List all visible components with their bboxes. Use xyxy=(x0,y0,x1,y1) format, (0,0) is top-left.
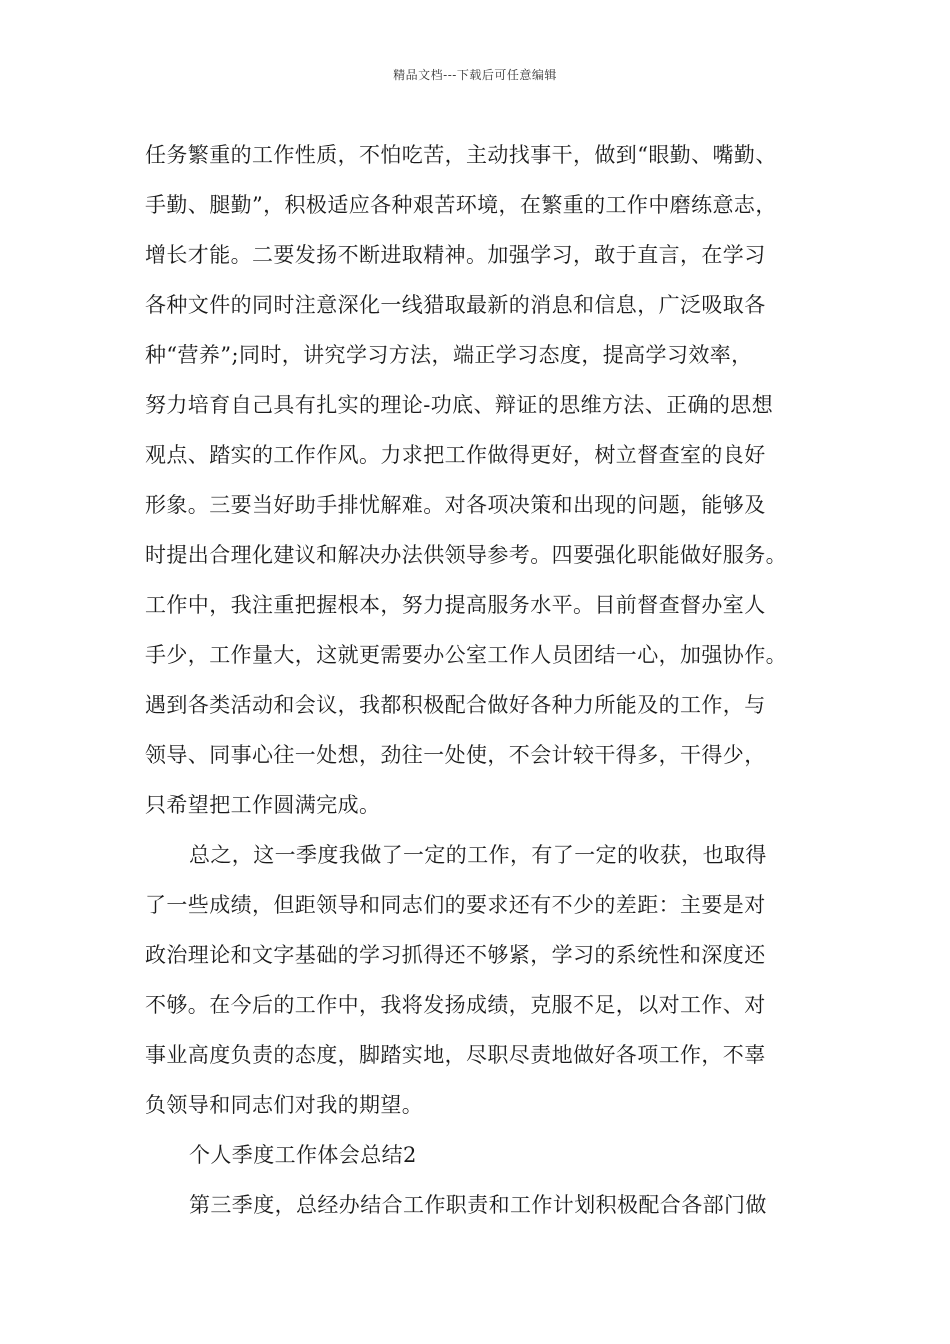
text-line: 手少，工作量大，这就更需要办公室工作人员团结一心，加强协作。 xyxy=(145,643,787,667)
text-line: 努力培育自己具有扎实的理论-功底、辩证的思维方法、正确的思想 xyxy=(145,393,774,417)
text-line: 形象。三要当好助手排忧解难。对各项决策和出现的问题，能够及 xyxy=(145,493,766,517)
text-line: 各种文件的同时注意深化一线猎取最新的消息和信息，广泛吸取各 xyxy=(145,293,766,317)
text-line: 观点、踏实的工作作风。力求把工作做得更好，树立督查室的良好 xyxy=(145,443,766,467)
text-line: 不够。在今后的工作中，我将发扬成绩，克服不足，以对工作、对 xyxy=(145,993,766,1017)
text-line: 遇到各类活动和会议，我都积极配合做好各种力所能及的工作，与 xyxy=(145,693,766,717)
text-line: 事业高度负责的态度，脚踏实地，尽职尽责地做好各项工作，不辜 xyxy=(145,1043,766,1067)
text-line: 工作中，我注重把握根本，努力提高服务水平。目前督查督办室人 xyxy=(145,593,766,617)
text-line: 领导、同事心往一处想，劲往一处使，不会计较干得多，干得少， xyxy=(145,743,766,767)
text-line: 了一些成绩，但距领导和同志们的要求还有不少的差距：主要是对 xyxy=(145,893,766,917)
text-line: 增长才能。二要发扬不断进取精神。加强学习，敢于直言，在学习 xyxy=(145,243,766,267)
text-line: 第三季度，总经办结合工作职责和工作计划积极配合各部门做 xyxy=(189,1193,767,1217)
text-line: 任务繁重的工作性质，不怕吃苦，主动找事干，做到“眼勤、嘴勤、 xyxy=(145,143,777,167)
text-line: 总之，这一季度我做了一定的工作，有了一定的收获，也取得 xyxy=(189,843,767,867)
text-line: 手勤、腿勤”，积极适应各种艰苦环境，在繁重的工作中磨练意志， xyxy=(145,193,777,217)
page-header: 精品文档---下载后可任意编辑 xyxy=(393,68,557,82)
text-line: 政治理论和文字基础的学习抓得还不够紧，学习的系统性和深度还 xyxy=(145,943,766,967)
text-line: 负领导和同志们对我的期望。 xyxy=(145,1093,424,1117)
text-line: 种“营养”;同时，讲究学习方法，端正学习态度，提高学习效率， xyxy=(145,343,753,367)
text-line: 个人季度工作体会总结2 xyxy=(189,1143,417,1167)
text-line: 时提出合理化建议和解决办法供领导参考。四要强化职能做好服务。 xyxy=(145,543,787,567)
document-body xyxy=(145,130,825,1230)
text-line: 只希望把工作圆满完成。 xyxy=(145,793,381,817)
